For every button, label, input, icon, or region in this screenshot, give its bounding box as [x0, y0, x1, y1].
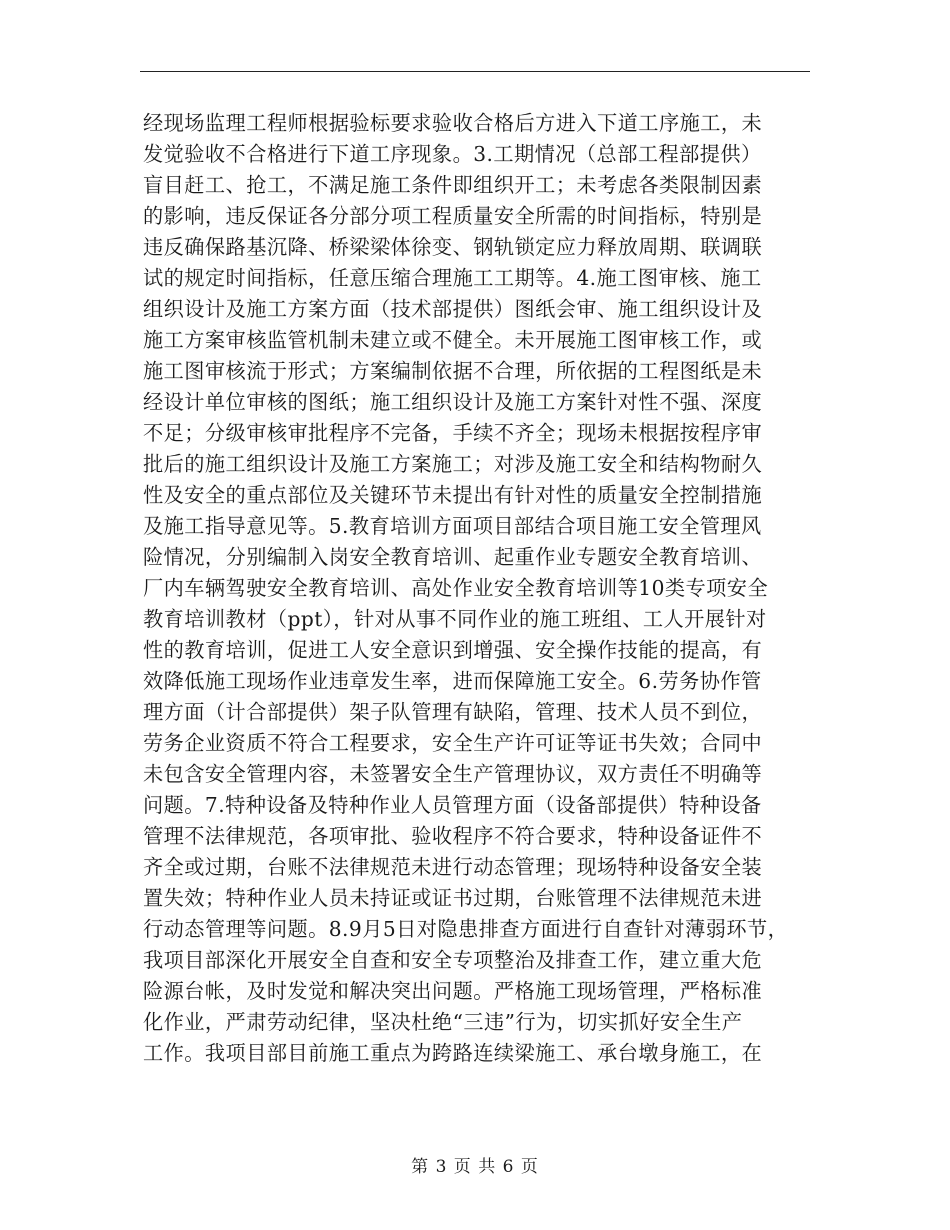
text-line: 险源台帐，及时发觉和解决突出问题。严格施工现场管理，严格标准	[143, 979, 763, 1003]
body-text	[143, 108, 823, 1069]
text-line: 不足；分级审核审批程序不完备，手续不齐全；现场未根据按程序审	[143, 421, 763, 445]
text-line: 经现场监理工程师根据验标要求验收合格后方进入下道工序施工，未	[143, 111, 763, 135]
text-line: 批后的施工组织设计及施工方案施工；对涉及施工安全和结构物耐久	[143, 452, 763, 476]
text-line: 问题。7.特种设备及特种作业人员管理方面（设备部提供）特种设备	[143, 793, 762, 817]
text-line: 置失效；特种作业人员未持证或证书过期，台账管理不法律规范未进	[143, 886, 763, 910]
text-line: 管理不法律规范，各项审批、验收程序不符合要求，特种设备证件不	[143, 824, 763, 848]
header-rule	[140, 71, 810, 72]
text-line: 工作。我项目部目前施工重点为跨路连续梁施工、承台墩身施工，在	[143, 1041, 763, 1065]
text-line: 性的教育培训，促进工人安全意识到增强、安全操作技能的提高，有	[143, 638, 763, 662]
text-line: 盲目赶工、抢工，不满足施工条件即组织开工；未考虑各类限制因素	[143, 173, 763, 197]
text-line: 施工图审核流于形式；方案编制依据不合理，所依据的工程图纸是未	[143, 359, 763, 383]
text-line: 行动态管理等问题。8.9月5日对隐患排查方面进行自查针对薄弱环节，	[143, 917, 789, 941]
text-line: 险情况，分别编制入岗安全教育培训、起重作业专题安全教育培训、	[143, 545, 763, 569]
text-line: 我项目部深化开展安全自查和安全专项整治及排查工作，建立重大危	[143, 948, 763, 972]
text-line: 未包含安全管理内容，未签署安全生产管理协议，双方责任不明确等	[143, 762, 763, 786]
text-line: 的影响，违反保证各分部分项工程质量安全所需的时间指标，特别是	[143, 204, 763, 228]
text-line: 经设计单位审核的图纸；施工组织设计及施工方案针对性不强、深度	[143, 390, 763, 414]
text-line: 化作业，严肃劳动纪律，坚决杜绝“三违”行为，切实抓好安全生产	[143, 1010, 743, 1034]
text-line: 理方面（计合部提供）架子队管理有缺陷，管理、技术人员不到位，	[143, 700, 763, 724]
text-line: 效降低施工现场作业违章发生率，进而保障施工安全。6.劳务协作管	[143, 669, 762, 693]
text-line: 厂内车辆驾驶安全教育培训、高处作业安全教育培训等10类专项安全	[143, 576, 769, 600]
text-line: 齐全或过期，台账不法律规范未进行动态管理；现场特种设备安全装	[143, 855, 763, 879]
text-line: 发觉验收不合格进行下道工序现象。3.工期情况（总部工程部提供）	[143, 142, 762, 166]
text-line: 组织设计及施工方案方面（技术部提供）图纸会审、施工组织设计及	[143, 297, 763, 321]
text-line: 违反确保路基沉降、桥梁梁体徐变、钢轨锁定应力释放周期、联调联	[143, 235, 763, 259]
text-line: 及施工指导意见等。5.教育培训方面项目部结合项目施工安全管理风	[143, 514, 762, 538]
text-line: 试的规定时间指标，任意压缩合理施工工期等。4.施工图审核、施工	[143, 266, 762, 290]
text-line: 劳务企业资质不符合工程要求，安全生产许可证等证书失效；合同中	[143, 731, 763, 755]
text-line: 性及安全的重点部位及关键环节未提出有针对性的质量安全控制措施	[143, 483, 763, 507]
text-line: 教育培训教材（ppt），针对从事不同作业的施工班组、工人开展针对	[143, 607, 767, 631]
page-number-footer: 第 3 页 共 6 页	[411, 1157, 539, 1177]
text-line: 施工方案审核监管机制未建立或不健全。未开展施工图审核工作，或	[143, 328, 763, 352]
